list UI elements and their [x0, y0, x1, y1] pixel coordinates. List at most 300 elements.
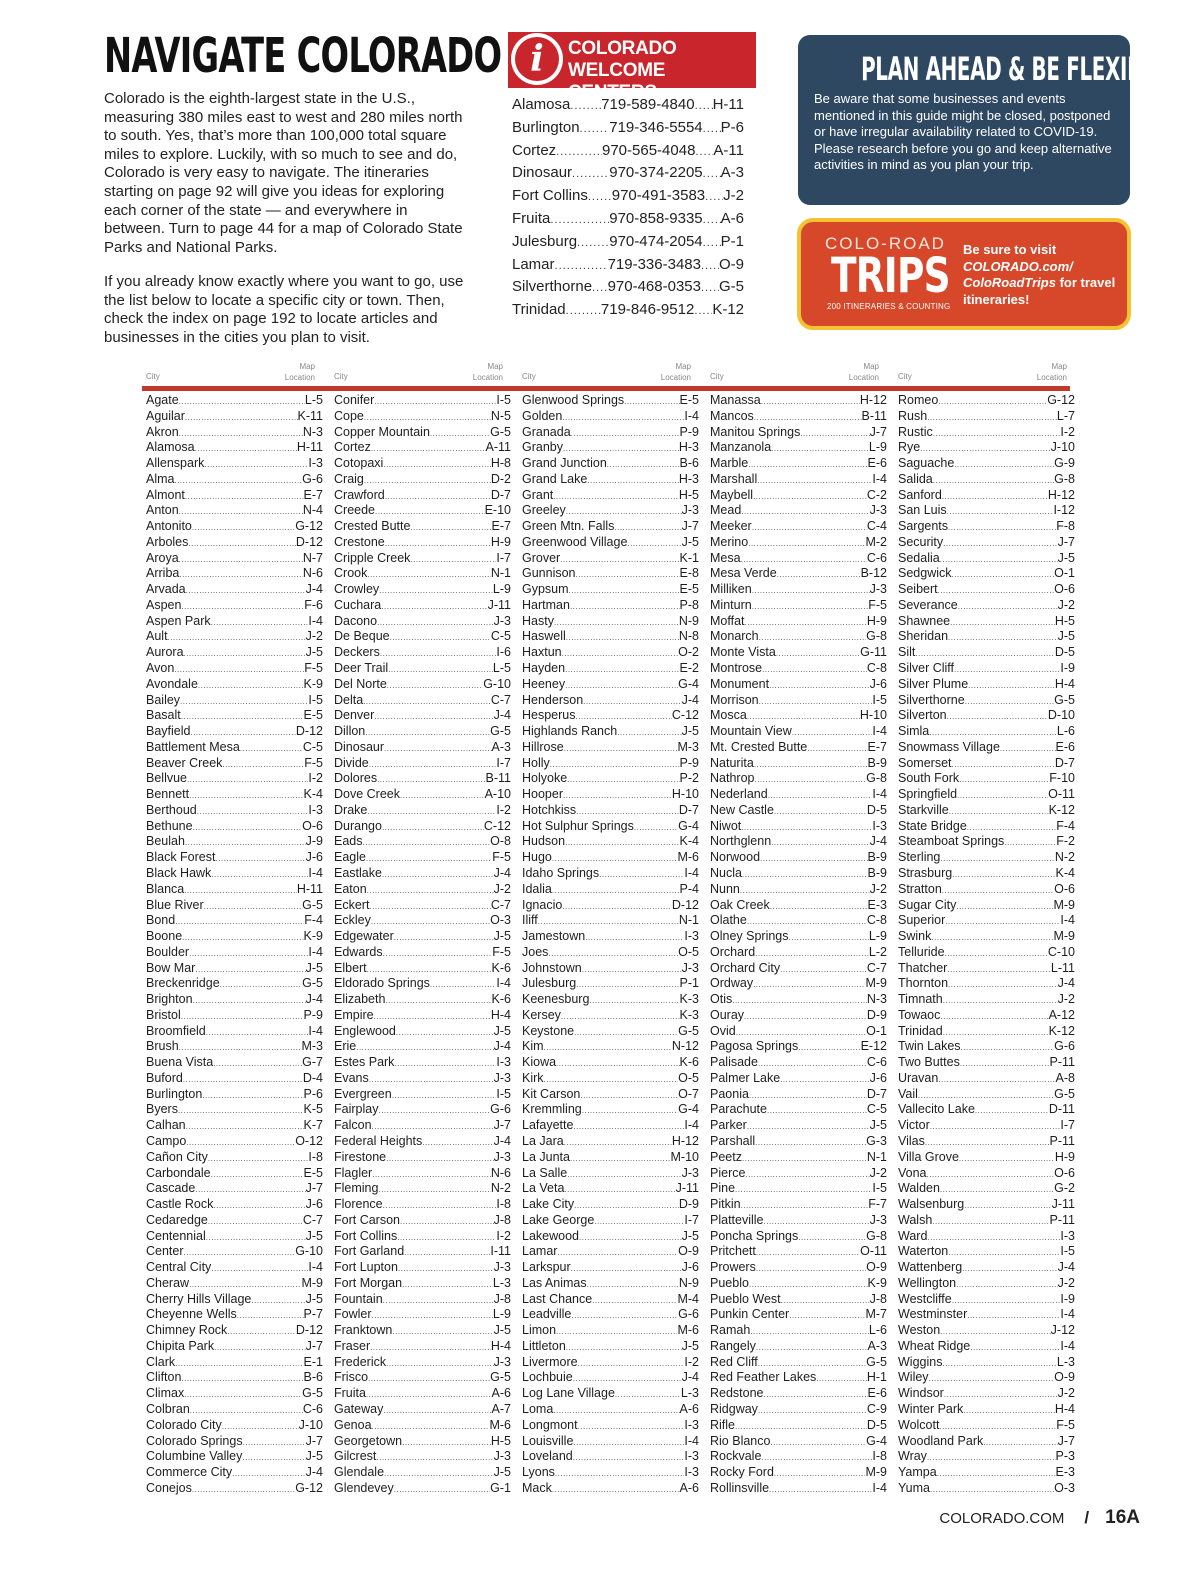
city-entry — [710, 456, 887, 472]
city-entry — [522, 1355, 699, 1371]
city-name: Golden — [522, 408, 563, 423]
city-entry — [146, 503, 323, 519]
map-location: E-3 — [1055, 1465, 1075, 1480]
map-location: J-5 — [493, 1023, 511, 1038]
city-entry — [710, 1386, 887, 1402]
city-name: Meeker — [710, 519, 752, 534]
page-title: NAVIGATE COLORADO — [104, 28, 502, 84]
column-label-city: City — [334, 372, 348, 381]
map-location: H-4 — [490, 1338, 511, 1353]
welcome-center-map-location: P-6 — [720, 118, 744, 136]
map-location: I-11 — [490, 1244, 511, 1259]
city-entry — [522, 1229, 699, 1245]
city-entry — [334, 1260, 511, 1276]
index-column-header — [142, 359, 319, 385]
city-name: Starkville — [898, 802, 949, 817]
city-name: Montrose — [710, 661, 763, 676]
welcome-center-row — [512, 278, 744, 301]
map-location: H-8 — [490, 456, 511, 471]
city-name: Chipita Park — [146, 1338, 215, 1353]
city-entry — [522, 1449, 699, 1465]
city-name: Berthoud — [146, 802, 197, 817]
city-entry — [522, 661, 699, 677]
city-name: Mack — [522, 1480, 552, 1495]
city-name: Superior — [898, 913, 946, 928]
city-name: Conejos — [146, 1480, 192, 1495]
column-label-city: City — [898, 372, 912, 381]
city-entry — [146, 661, 323, 677]
map-location: I-3 — [872, 818, 887, 833]
map-location: O-3 — [1054, 1480, 1075, 1495]
city-name: Mesa Verde — [710, 566, 777, 581]
map-location: I-3 — [308, 802, 323, 817]
map-location: J-3 — [869, 1212, 887, 1227]
map-location: H-11 — [296, 881, 323, 896]
map-location: D-5 — [1054, 645, 1075, 660]
city-name: Rockvale — [710, 1449, 762, 1464]
map-location: B-9 — [867, 865, 887, 880]
city-name: Breckenridge — [146, 976, 220, 991]
city-name: Aroya — [146, 550, 179, 565]
city-entry — [522, 503, 699, 519]
map-location: C-7 — [490, 897, 511, 912]
map-location: J-6 — [305, 1197, 323, 1212]
welcome-center-phone[interactable]: 719-589-4840 — [601, 96, 695, 113]
map-location: G-10 — [483, 676, 511, 691]
city-name: Westcliffe — [898, 1291, 952, 1306]
city-entry — [898, 866, 1075, 882]
map-location: J-4 — [305, 992, 323, 1007]
city-name: Elizabeth — [334, 992, 386, 1007]
city-entry — [334, 551, 511, 567]
city-name: Avondale — [146, 676, 198, 691]
city-entry — [710, 708, 887, 724]
city-name: Blanca — [146, 881, 185, 896]
city-entry — [710, 1323, 887, 1339]
city-entry — [522, 898, 699, 914]
city-name: Aurora — [146, 645, 184, 660]
city-entry — [334, 440, 511, 456]
map-location: J-7 — [305, 1338, 323, 1353]
city-name: Centennial — [146, 1228, 206, 1243]
city-entry — [146, 551, 323, 567]
map-location: L-9 — [868, 929, 887, 944]
city-name: Wheat Ridge — [898, 1338, 971, 1353]
city-entry — [146, 409, 323, 425]
map-location: J-5 — [305, 1291, 323, 1306]
map-location: F-4 — [1056, 818, 1075, 833]
welcome-center-phone[interactable]: 970-374-2205 — [609, 164, 703, 182]
city-entry — [146, 819, 323, 835]
map-location: J-5 — [681, 1228, 699, 1243]
map-location: J-7 — [1057, 534, 1075, 549]
map-location: J-3 — [681, 1165, 699, 1180]
map-location: J-2 — [869, 1165, 887, 1180]
city-entry — [522, 456, 699, 472]
city-entry — [898, 551, 1075, 567]
map-location: L-6 — [1056, 724, 1075, 739]
map-location: J-6 — [681, 1260, 699, 1275]
city-name: Wray — [898, 1449, 927, 1464]
city-name: Redstone — [710, 1386, 764, 1401]
city-name: Littleton — [522, 1338, 566, 1353]
welcome-center-phone[interactable]: 719-336-3483 — [607, 255, 701, 273]
city-name: Durango — [334, 818, 382, 833]
welcome-centers-logo — [508, 32, 756, 103]
index-column — [146, 393, 323, 1497]
map-location: P-11 — [1049, 1212, 1075, 1227]
city-entry — [898, 1276, 1075, 1292]
map-location: J-11 — [487, 597, 511, 612]
city-entry — [898, 1008, 1075, 1024]
city-name: Granby — [522, 440, 563, 455]
welcome-center-phone[interactable]: 970-858-9335 — [609, 209, 703, 227]
city-name: Twin Lakes — [898, 1039, 961, 1054]
welcome-center-phone[interactable]: 719-346-5554 — [609, 118, 703, 136]
map-location: N-2 — [1054, 850, 1075, 865]
city-entry — [522, 929, 699, 945]
map-location: M-3 — [301, 1039, 323, 1054]
map-location: N-9 — [678, 613, 699, 628]
city-entry — [146, 693, 323, 709]
city-name: Hudson — [522, 834, 566, 849]
city-entry — [898, 425, 1075, 441]
map-location: J-5 — [305, 1449, 323, 1464]
city-entry — [898, 787, 1075, 803]
map-location: C-6 — [302, 1402, 323, 1416]
map-location: H-9 — [866, 613, 887, 628]
city-name: Idalia — [522, 881, 552, 896]
index-column — [898, 393, 1075, 1497]
city-name: Eastlake — [334, 865, 382, 880]
city-entry — [710, 472, 887, 488]
city-entry — [146, 598, 323, 614]
welcome-center-row — [512, 256, 744, 279]
city-entry — [522, 1039, 699, 1055]
city-entry — [710, 677, 887, 693]
map-location: A-11 — [485, 440, 511, 455]
city-name: Greeley — [522, 503, 566, 518]
index-column-header — [518, 359, 695, 385]
map-location: J-3 — [493, 1149, 511, 1164]
city-entry — [898, 1449, 1075, 1465]
city-name: Livermore — [522, 1354, 578, 1369]
map-location: F-5 — [304, 661, 323, 676]
city-name: Hartman — [522, 597, 570, 612]
map-location: D-2 — [490, 471, 511, 486]
trips-logo: TRIPS — [831, 248, 950, 304]
map-location: G-5 — [490, 1370, 511, 1385]
map-location: I-5 — [496, 393, 511, 407]
city-entry — [522, 1118, 699, 1134]
map-location: D-9 — [678, 1197, 699, 1212]
city-entry — [898, 1102, 1075, 1118]
city-entry — [522, 708, 699, 724]
map-location: G-11 — [860, 645, 887, 660]
city-name: Glendevey — [334, 1480, 394, 1495]
city-entry — [522, 693, 699, 709]
city-name: Fort Morgan — [334, 1275, 403, 1290]
city-entry — [710, 598, 887, 614]
city-name: Palisade — [710, 1055, 758, 1070]
city-name: Larkspur — [522, 1260, 571, 1275]
map-location: J-4 — [1057, 1260, 1075, 1275]
map-location: I-4 — [684, 408, 699, 423]
map-location: C-2 — [866, 487, 887, 502]
city-entry — [710, 645, 887, 661]
city-name: Holyoke — [522, 771, 568, 786]
city-entry — [146, 425, 323, 441]
map-location: I-4 — [308, 1260, 323, 1275]
city-entry — [522, 1339, 699, 1355]
city-entry — [710, 535, 887, 551]
city-entry — [710, 787, 887, 803]
map-location: G-6 — [1054, 1039, 1075, 1054]
map-location: G-5 — [490, 724, 511, 739]
city-name: Marshall — [710, 471, 758, 486]
map-location: I-4 — [684, 1118, 699, 1133]
map-location: N-9 — [678, 1275, 699, 1290]
city-entry — [522, 1370, 699, 1386]
city-name: Del Norte — [334, 676, 387, 691]
map-location: J-4 — [493, 1039, 511, 1054]
city-name: Peetz — [710, 1149, 742, 1164]
map-location: O-5 — [678, 944, 699, 959]
map-location: I-5 — [872, 692, 887, 707]
city-entry — [710, 551, 887, 567]
city-entry — [334, 1102, 511, 1118]
road-trips-promo[interactable] — [797, 218, 1131, 330]
city-entry — [146, 724, 323, 740]
city-name: Bennett — [146, 787, 190, 802]
map-location: H-5 — [490, 1433, 511, 1448]
city-entry — [146, 913, 323, 929]
map-location: I-5 — [872, 1181, 887, 1196]
city-entry — [898, 1386, 1075, 1402]
map-location: J-4 — [681, 1370, 699, 1385]
city-entry — [522, 425, 699, 441]
city-name: Brush — [146, 1039, 179, 1054]
map-location: F-8 — [1056, 519, 1075, 534]
city-entry — [146, 535, 323, 551]
city-name: La Junta — [522, 1149, 570, 1164]
map-location: G-4 — [678, 1102, 699, 1117]
city-name: Black Hawk — [146, 865, 212, 880]
city-name: Alamosa — [146, 440, 195, 455]
map-location: I-2 — [1060, 424, 1075, 439]
city-name: Silverthorne — [898, 692, 965, 707]
map-location: P-6 — [303, 1086, 323, 1101]
trips-link-2[interactable]: ColoRoadTrips — [963, 275, 1056, 290]
city-name: Rush — [898, 408, 928, 423]
map-location: M-9 — [1053, 929, 1075, 944]
map-location: K-12 — [1048, 1023, 1075, 1038]
map-location: H-3 — [678, 471, 699, 486]
city-entry — [334, 1118, 511, 1134]
city-name: Englewood — [334, 1023, 396, 1038]
city-name: Buena Vista — [146, 1055, 214, 1070]
city-name: Evergreen — [334, 1086, 392, 1101]
city-entry — [898, 1118, 1075, 1134]
city-name: Punkin Center — [710, 1307, 790, 1322]
city-name: Copper Mountain — [334, 424, 430, 439]
city-entry — [522, 1134, 699, 1150]
city-name: Highlands Ranch — [522, 724, 618, 739]
map-location: O-6 — [1054, 1165, 1075, 1180]
city-name: Genoa — [334, 1417, 372, 1432]
city-name: Fairplay — [334, 1102, 379, 1117]
map-location: H-5 — [678, 487, 699, 502]
city-entry — [710, 519, 887, 535]
city-entry — [710, 945, 887, 961]
city-name: Loveland — [522, 1449, 573, 1464]
city-entry — [334, 677, 511, 693]
city-entry — [334, 1323, 511, 1339]
map-location: G-6 — [678, 1307, 699, 1322]
city-entry — [898, 1197, 1075, 1213]
city-name: Gateway — [334, 1402, 384, 1416]
map-location: B-6 — [679, 456, 699, 471]
city-entry — [334, 503, 511, 519]
city-entry — [898, 598, 1075, 614]
city-name: Louisville — [522, 1433, 574, 1448]
city-name: Nunn — [710, 881, 740, 896]
city-name: Evans — [334, 1070, 369, 1085]
welcome-center-phone[interactable]: 719-846-9512 — [600, 301, 695, 319]
map-location: K-6 — [491, 992, 511, 1007]
map-location: I-7 — [496, 755, 511, 770]
welcome-center-phone[interactable]: 970-474-2054 — [609, 232, 703, 250]
trips-link[interactable]: COLORADO.com/ — [963, 258, 1073, 274]
city-entry — [146, 1087, 323, 1103]
city-entry — [146, 614, 323, 630]
column-label-city: City — [710, 372, 724, 381]
welcome-center-phone[interactable]: 970-491-3583 — [611, 187, 706, 205]
city-name: Nederland — [710, 787, 768, 802]
map-location: P-11 — [1049, 1055, 1075, 1070]
city-entry — [334, 771, 511, 787]
map-location: C-7 — [866, 960, 887, 975]
city-name: Commerce City — [146, 1465, 233, 1480]
city-name: Parshall — [710, 1133, 756, 1148]
map-location: H-4 — [490, 1007, 511, 1022]
city-name: Pritchett — [710, 1244, 756, 1259]
city-entry — [710, 882, 887, 898]
map-location: G-2 — [1054, 1181, 1075, 1196]
map-location: F-5 — [868, 597, 887, 612]
city-entry — [898, 1244, 1075, 1260]
welcome-center-map-location: H-11 — [712, 96, 744, 113]
city-name: Green Mtn. Falls — [522, 519, 615, 534]
city-entry — [522, 992, 699, 1008]
city-entry — [522, 551, 699, 567]
city-name: Fruita — [334, 1386, 366, 1401]
map-location: L-2 — [868, 944, 887, 959]
index-column-header — [894, 359, 1071, 385]
city-name: Boone — [146, 929, 183, 944]
city-entry — [710, 440, 887, 456]
city-entry — [334, 1055, 511, 1071]
city-entry — [146, 1024, 323, 1040]
map-location: J-5 — [681, 534, 699, 549]
city-entry — [334, 1181, 511, 1197]
city-name: Conifer — [334, 393, 375, 407]
city-entry — [522, 629, 699, 645]
map-location: J-8 — [493, 1291, 511, 1306]
city-name: Morrison — [710, 692, 759, 707]
city-name: Marble — [710, 456, 749, 471]
map-location: H-12 — [859, 393, 887, 407]
map-location: K-6 — [679, 1055, 699, 1070]
welcome-center-phone[interactable]: 970-468-0353 — [607, 278, 701, 296]
map-location: J-3 — [493, 1449, 511, 1464]
footer-site[interactable]: COLORADO.COM — [939, 1510, 1065, 1527]
city-name: Otis — [710, 992, 733, 1007]
city-name: Victor — [898, 1118, 930, 1133]
city-entry — [898, 819, 1075, 835]
city-entry — [710, 1039, 887, 1055]
city-name: Wellington — [898, 1275, 957, 1290]
welcome-center-phone[interactable]: 970-565-4048 — [602, 141, 696, 159]
city-entry — [146, 1465, 323, 1481]
city-name: Bristol — [146, 1007, 181, 1022]
city-name: Loma — [522, 1402, 554, 1416]
city-entry — [898, 1213, 1075, 1229]
city-entry — [146, 677, 323, 693]
map-location: E-6 — [867, 1386, 887, 1401]
city-entry — [898, 898, 1075, 914]
map-location: J-3 — [493, 613, 511, 628]
map-location: E-6 — [1055, 739, 1075, 754]
city-entry — [710, 756, 887, 772]
trips-logo-top: COLO-ROAD — [825, 234, 946, 253]
map-location: H-1 — [866, 1370, 887, 1385]
city-entry — [710, 834, 887, 850]
map-location: J-2 — [1057, 1386, 1075, 1401]
city-entry — [710, 1355, 887, 1371]
city-entry — [710, 803, 887, 819]
city-name: New Castle — [710, 802, 774, 817]
city-name: Swink — [898, 929, 932, 944]
map-location: J-3 — [681, 960, 699, 975]
map-location: J-4 — [493, 708, 511, 723]
city-entry — [146, 1323, 323, 1339]
map-location: C-9 — [866, 1402, 887, 1416]
map-location: E-5 — [679, 582, 699, 597]
map-location: I-3 — [684, 929, 699, 944]
city-name: Towaoc — [898, 1007, 941, 1022]
city-name: Northglenn — [710, 834, 772, 849]
map-location: J-8 — [493, 1212, 511, 1227]
city-name: Fort Collins — [334, 1228, 398, 1243]
city-name: Blue River — [146, 897, 204, 912]
city-entry — [334, 519, 511, 535]
city-entry — [146, 1260, 323, 1276]
map-location: J-4 — [493, 865, 511, 880]
city-entry — [334, 1449, 511, 1465]
column-label-map-location: Map Location — [472, 362, 503, 382]
map-location: G-8 — [866, 629, 887, 644]
city-name: Rollinsville — [710, 1480, 770, 1495]
city-entry — [146, 771, 323, 787]
map-location: I-5 — [1060, 1244, 1075, 1259]
map-location: C-7 — [490, 692, 511, 707]
map-location: A-12 — [1048, 1007, 1075, 1022]
city-entry — [898, 1481, 1075, 1497]
map-location: M-9 — [865, 976, 887, 991]
map-location: E-7 — [303, 487, 323, 502]
map-location: J-11 — [675, 1181, 699, 1196]
